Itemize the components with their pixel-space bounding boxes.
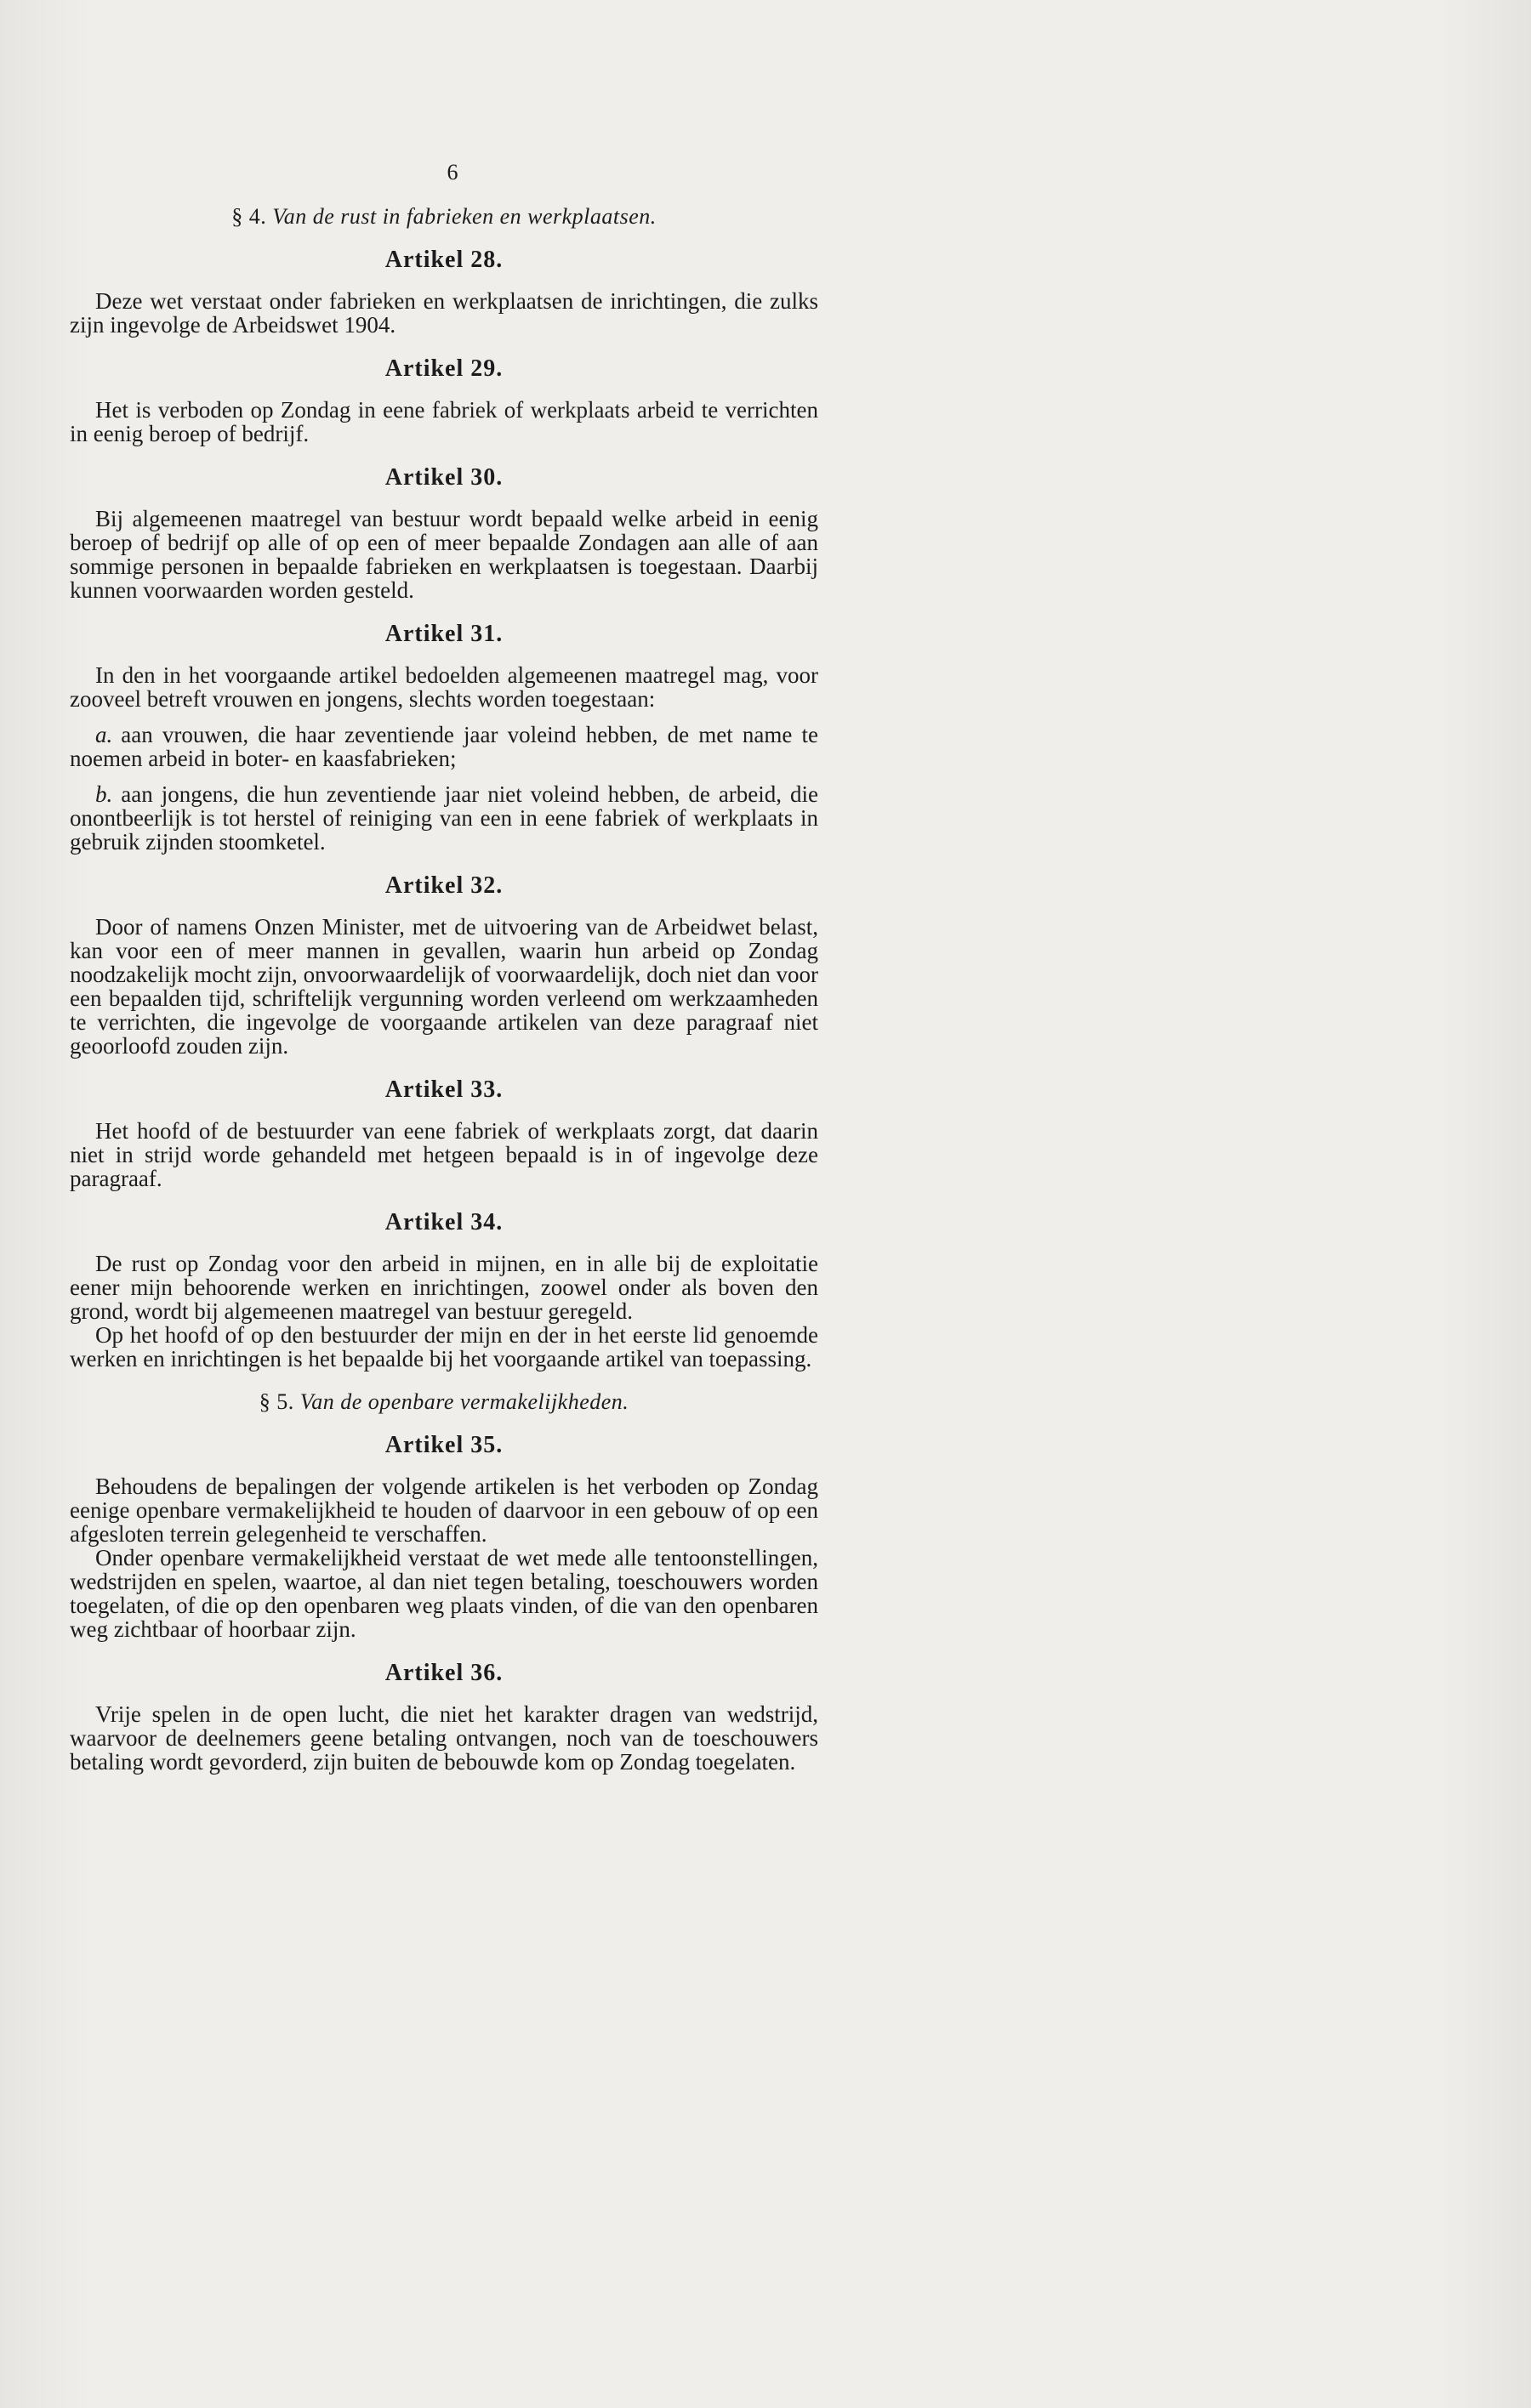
- section-name: Van de openbare vermakelijkheden.: [299, 1389, 629, 1414]
- article-paragraph: Onder openbare vermakelijkheid verstaat de wet mede alle tentoonstellingen, wedstrijden en spelen, waartoe, al dan niet tegen betaling, toeschouwers worden toegelaten, of die op den openbaren weg plaats vinden, of die van den openbaren weg zichtbaar of hoorbaar zijn.: [70, 1545, 818, 1642]
- article-paragraph: Het hoofd of de bestuurder van eene fabriek of werkplaats zorgt, dat daarin niet in strijd worde gehandeld met hetgeen bepaald is in of ingevolge deze paragraaf.: [70, 1118, 818, 1191]
- article-30: [70, 464, 818, 602]
- list-item-text: aan jongens, die hun zeventiende jaar niet voleind hebben, de arbeid, die onontbeerlijk is tot herstel of reiniging van een in eene fabriek of werkplaats in gebruik zijnden stoomketel.: [70, 781, 818, 855]
- article-heading: Artikel 32.: [384, 872, 504, 899]
- page-number: 6: [447, 160, 458, 185]
- article-paragraph: In den in het voorgaande artikel bedoelden algemeenen maatregel mag, voor zooveel betreft vrouwen en jongens, slechts worden toegestaan:: [70, 662, 818, 712]
- article-paragraph: De rust op Zondag voor den arbeid in mijnen, en in alle bij de exploitatie eener mijn behoorende werken en inrichtingen, zoowel onder als boven den grond, wordt bij algemeenen maatregel van bestuur geregeld.: [70, 1251, 818, 1324]
- article-31: [70, 621, 818, 854]
- article-35: [70, 1432, 818, 1641]
- text-column: [70, 160, 818, 1792]
- article-paragraph: Door of namens Onzen Minister, met de uitvoering van de Arbeidwet belast, kan voor een of meer mannen in gevallen, waarin hun arbeid op Zondag noodzakelijk mocht zijn, onvoorwaardelijk of voorwaardelijk, doch niet dan voor een bepaalden tijd, schriftelijk vergunning worden verleend om werkzaamheden te verrichten, die ingevolge de voorgaande artikelen van deze paragraaf niet geoorloofd zouden zijn.: [70, 914, 818, 1059]
- article-28: [70, 247, 818, 337]
- section-title: [70, 1389, 818, 1415]
- section-number: § 5.: [259, 1389, 294, 1414]
- section-title: [70, 204, 818, 230]
- article-paragraph: Op het hoofd of op den bestuurder der mijn en der in het eerste lid genoemde werken en inrichtingen is het bepaalde bij het voorgaande artikel van toepassing.: [70, 1322, 818, 1372]
- article-list-item: [70, 723, 818, 770]
- article-heading: Artikel 30.: [384, 464, 504, 491]
- article-paragraph: Behoudens de bepalingen der volgende artikelen is het verboden op Zondag eenige openbare vermakelijkheid te houden of daarvoor in een gebouw of op een afgesloten terrein gelegenheid te verschaffen.: [70, 1474, 818, 1547]
- article-32: [70, 872, 818, 1058]
- article-heading: Artikel 31.: [384, 621, 504, 647]
- article-heading: Artikel 28.: [384, 247, 504, 273]
- article-heading: Artikel 36.: [384, 1660, 504, 1686]
- list-item-label: b.: [95, 781, 113, 807]
- article-33: [70, 1076, 818, 1190]
- article-34: [70, 1209, 818, 1371]
- article-36: [70, 1660, 818, 1774]
- list-item-text: aan vrouwen, die haar zeventiende jaar voleind hebben, de met name te noemen arbeid in boter- en kaasfabrieken;: [70, 722, 818, 771]
- article-paragraph: Bij algemeenen maatregel van bestuur wordt bepaald welke arbeid in eenig beroep of bedrijf op alle of op een of meer bepaalde Zondagen aan alle of aan sommige personen in bepaalde fabrieken en werkplaatsen is toegestaan. Daarbij kunnen voorwaarden worden gesteld.: [70, 506, 818, 603]
- article-heading: Artikel 35.: [384, 1432, 504, 1458]
- list-item-label: a.: [95, 722, 113, 747]
- section-name: Van de rust in fabrieken en werkplaatsen.: [272, 204, 657, 229]
- article-paragraph: Deze wet verstaat onder fabrieken en werkplaatsen de inrichtingen, die zulks zijn ingevolge de Arbeidswet 1904.: [70, 288, 818, 338]
- section-number: § 4.: [231, 204, 267, 229]
- article-heading: Artikel 33.: [384, 1076, 504, 1103]
- article-heading: Artikel 29.: [384, 355, 504, 382]
- article-29: [70, 355, 818, 446]
- article-list-item: [70, 782, 818, 854]
- article-paragraph: Vrije spelen in de open lucht, die niet het karakter dragen van wedstrijd, waarvoor de deelnemers geene betaling ontvangen, noch van de toeschouwers betaling wordt gevorderd, zijn buiten de bebouwde kom op Zondag toegelaten.: [70, 1701, 818, 1775]
- article-paragraph: Het is verboden op Zondag in eene fabriek of werkplaats arbeid te verrichten in eenig beroep of bedrijf.: [70, 397, 818, 446]
- article-heading: Artikel 34.: [384, 1209, 504, 1235]
